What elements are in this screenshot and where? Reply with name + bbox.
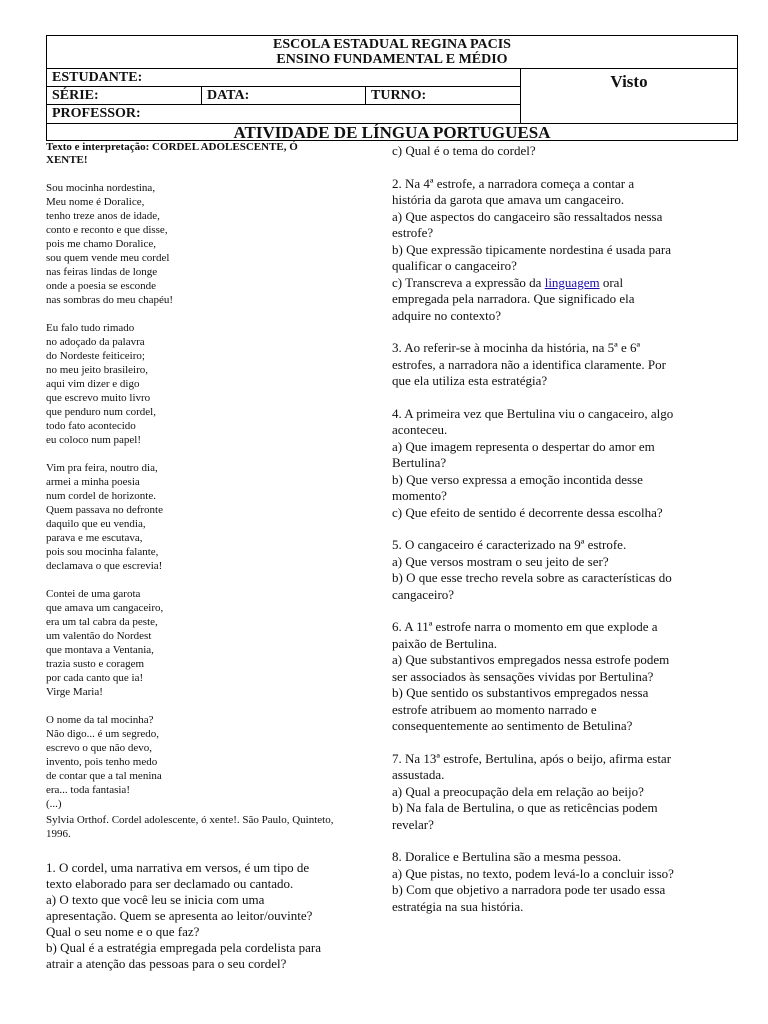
poem-line: parava e me escutava, — [46, 532, 143, 544]
poem-line: do Nordeste feiticeiro; — [46, 350, 145, 362]
question-7 — [392, 751, 738, 834]
poem-line: que escrevo muito livro — [46, 392, 151, 404]
poem-line: Meu nome é Doralice, — [46, 196, 145, 208]
poem-line: O nome da tal mocinha? — [46, 714, 154, 726]
question-line: 2. Na 4ª estrofe, a narradora começa a contar a — [392, 175, 635, 191]
intro-line: XENTE! — [46, 154, 88, 166]
question-line: b) Qual é a estratégia empregada pela cordelista para — [46, 940, 322, 955]
poem-line: no adoçado da palavra — [46, 336, 145, 348]
school-level: ENSINO FUNDAMENTAL E MÉDIO — [276, 52, 508, 67]
poem-credit — [46, 813, 386, 841]
poem-line: todo fato acontecido — [46, 420, 136, 432]
poem-line: era um tal cabra da peste, — [46, 616, 158, 628]
poem-line: sou quem vende meu cordel — [46, 252, 170, 264]
poem-line: de contar que a tal menina — [46, 770, 162, 782]
question-line: estrofe? — [392, 225, 434, 240]
poem-line: Sou mocinha nordestina, — [46, 182, 156, 194]
question-line: b) Com que objetivo a narradora pode ter usado essa — [392, 882, 666, 897]
series-label[interactable]: SÉRIE: — [52, 88, 99, 103]
school-heading — [47, 36, 737, 69]
poem-line: Virge Maria! — [46, 686, 103, 698]
school-name: ESCOLA ESTADUAL REGINA PACIS — [273, 37, 511, 52]
question-line: paixão de Bertulina. — [392, 635, 498, 651]
question-line: estratégia na sua história. — [392, 898, 524, 914]
poem-line: eu coloco num papel! — [46, 434, 141, 446]
poem-line: num cordel de horizonte. — [46, 490, 156, 502]
poem-line: um valentão do Nordest — [46, 630, 152, 642]
poem-line: Quem passava no defronte — [46, 504, 163, 516]
question-2 — [392, 176, 738, 325]
question-line: cangaceiro? — [392, 586, 455, 602]
poem-stanza — [46, 587, 386, 699]
question-4 — [392, 406, 738, 522]
poem — [46, 181, 386, 811]
question-line: texto elaborado para ser declamado ou cantado. — [46, 876, 294, 891]
text-intro — [46, 141, 386, 167]
question-line: ser associados às sensações vividas por Bertulina? — [392, 668, 654, 684]
question-line: 8. Doralice e Bertulina são a mesma pessoa. — [392, 849, 622, 864]
poem-line: que amava um cangaceiro, — [46, 602, 164, 614]
poem-line: aqui vim dizer e digo — [46, 378, 140, 390]
poem-line: era... toda fantasia! — [46, 784, 130, 796]
question-line: Bertulina? — [392, 455, 447, 470]
question-line: história da garota que amava um cangaceiro. — [392, 192, 625, 207]
poem-line: que montava a Ventania, — [46, 644, 154, 656]
poem-line: declamava o que escrevia! — [46, 560, 163, 572]
question-line: b) Que sentido os substantivos empregados nessa — [392, 685, 649, 700]
credit-line: 1996. — [46, 828, 71, 840]
question-line: 5. O cangaceiro é caracterizado na 9ª estrofe. — [392, 537, 627, 552]
question-line: atrair a atenção das pessoas para o seu cordel? — [46, 956, 287, 971]
poem-stanza — [46, 461, 386, 573]
question-line: momento? — [392, 488, 447, 503]
poem-stanza — [46, 321, 386, 447]
poem-line: pois sou mocinha falante, — [46, 546, 159, 558]
poem-line: onde a poesia se esconde — [46, 280, 156, 292]
teacher-label[interactable]: PROFESSOR: — [52, 106, 141, 121]
poem-line: daquilo que eu vendia, — [46, 518, 146, 530]
series-row — [47, 87, 520, 105]
question-line: 1. O cordel, uma narrativa em versos, é um tipo de — [46, 860, 310, 875]
question-6 — [392, 619, 738, 735]
linguagem-link[interactable]: linguagem — [544, 274, 600, 290]
teacher-row — [47, 105, 520, 123]
question-line: b) Que verso expressa a emoção incontida desse — [392, 471, 643, 487]
question-line: 6. A 11ª estrofe narra o momento em que explode a — [392, 619, 658, 634]
question-line — [392, 275, 738, 292]
question-line: estrofe atribuem ao momento narrado e — [392, 701, 597, 717]
question-line: b) Na fala de Bertulina, o que as reticências podem — [392, 800, 658, 815]
poem-line: conto e reconto e que disse, — [46, 224, 168, 236]
date-label[interactable]: DATA: — [207, 88, 250, 103]
questions-column — [392, 143, 738, 931]
poem-line: Vim pra feira, noutro dia, — [46, 462, 158, 474]
poem-line: tenho treze anos de idade, — [46, 210, 160, 222]
question-line: empregada pela narradora. Que significado ela — [392, 291, 635, 306]
poem-line: por cada canto que ia! — [46, 672, 144, 684]
activity-title: ATIVIDADE DE LÍNGUA PORTUGUESA — [233, 123, 551, 142]
question-line: a) Que versos mostram o seu jeito de ser? — [392, 553, 609, 569]
poem-line: (...) — [46, 798, 62, 810]
question-line: a) Que substantivos empregados nessa estrofe podem — [392, 652, 670, 667]
poem-line: que penduro num cordel, — [46, 406, 156, 418]
question-line: qualificar o cangaceiro? — [392, 258, 517, 273]
question-line: a) Que pistas, no texto, podem levá-lo a concluir isso? — [392, 865, 674, 881]
question-line: a) O texto que você leu se inicia com uma — [46, 892, 265, 907]
question-line: c) Qual é o tema do cordel? — [392, 143, 536, 158]
question-line: Qual o seu nome e o que faz? — [46, 924, 200, 939]
poem-line: invento, pois tenho medo — [46, 756, 158, 768]
question-line: aconteceu. — [392, 422, 448, 437]
question-5 — [392, 537, 738, 603]
shift-label[interactable]: TURNO: — [371, 88, 427, 103]
question-8 — [392, 849, 738, 915]
question-line: a) Que aspectos do cangaceiro são ressaltados nessa — [392, 208, 663, 224]
question-line: b) Que expressão tipicamente nordestina é usada para — [392, 241, 672, 257]
question-line: consequentemente ao sentimento de Betulina? — [392, 718, 633, 733]
question-line: que ela utiliza esta estratégia? — [392, 373, 548, 388]
poem-line: nas feiras lindas de longe — [46, 266, 158, 278]
poem-line: trazia susto e coragem — [46, 658, 145, 670]
question-line: adquire no contexto? — [392, 307, 502, 323]
question-line: b) O que esse trecho revela sobre as características do — [392, 570, 672, 585]
question-3 — [392, 340, 738, 390]
poem-line: pois me chamo Doralice, — [46, 238, 156, 250]
question-line: a) Qual a preocupação dela em relação ao beijo? — [392, 783, 644, 799]
poem-line: escrevo o que não devo, — [46, 742, 152, 754]
poem-line: Contei de uma garota — [46, 588, 141, 600]
intro-line: Texto e interpretação: CORDEL ADOLESCENTE, Ó — [46, 141, 298, 153]
poem-stanza — [46, 713, 386, 811]
poem-stanza — [46, 181, 386, 307]
question-line: c) Que efeito de sentido é decorrente dessa escolha? — [392, 504, 663, 520]
credit-line: Sylvia Orthof. Cordel adolescente, ó xente!. São Paulo, Quinteto, — [46, 814, 334, 826]
header-table — [46, 35, 738, 141]
question-text: c) Transcreva a expressão da — [392, 274, 545, 290]
question-line: 3. Ao referir-se à mocinha da história, na 5ª e 6ª — [392, 340, 641, 355]
question-1c — [392, 143, 738, 160]
question-line: a) Que imagem representa o despertar do amor em — [392, 438, 655, 454]
poem-line: Eu falo tudo rimado — [46, 322, 135, 334]
question-line: 4. A primeira vez que Bertulina viu o cangaceiro, algo — [392, 405, 674, 421]
poem-line: nas sombras do meu chapéu! — [46, 294, 174, 306]
question-line: 7. Na 13ª estrofe, Bertulina, após o beijo, afirma estar — [392, 750, 672, 766]
poem-line: Não digo... é um segredo, — [46, 728, 160, 740]
question-line: estrofes, a narradora não a identifica claramente. Por — [392, 356, 666, 372]
question-line: apresentação. Quem se apresenta ao leitor/ouvinte? — [46, 908, 313, 923]
visto-box: Visto — [610, 72, 648, 91]
poem-line: no meu jeito brasileiro, — [46, 364, 149, 376]
poem-line: armei a minha poesia — [46, 476, 140, 488]
poem-column — [46, 141, 386, 841]
question-line: revelar? — [392, 816, 434, 832]
question-1 — [46, 860, 386, 972]
student-label[interactable]: ESTUDANTE: — [52, 70, 143, 85]
student-row — [47, 69, 520, 87]
question-text: oral — [599, 274, 624, 290]
question-line: assustada. — [392, 767, 445, 782]
